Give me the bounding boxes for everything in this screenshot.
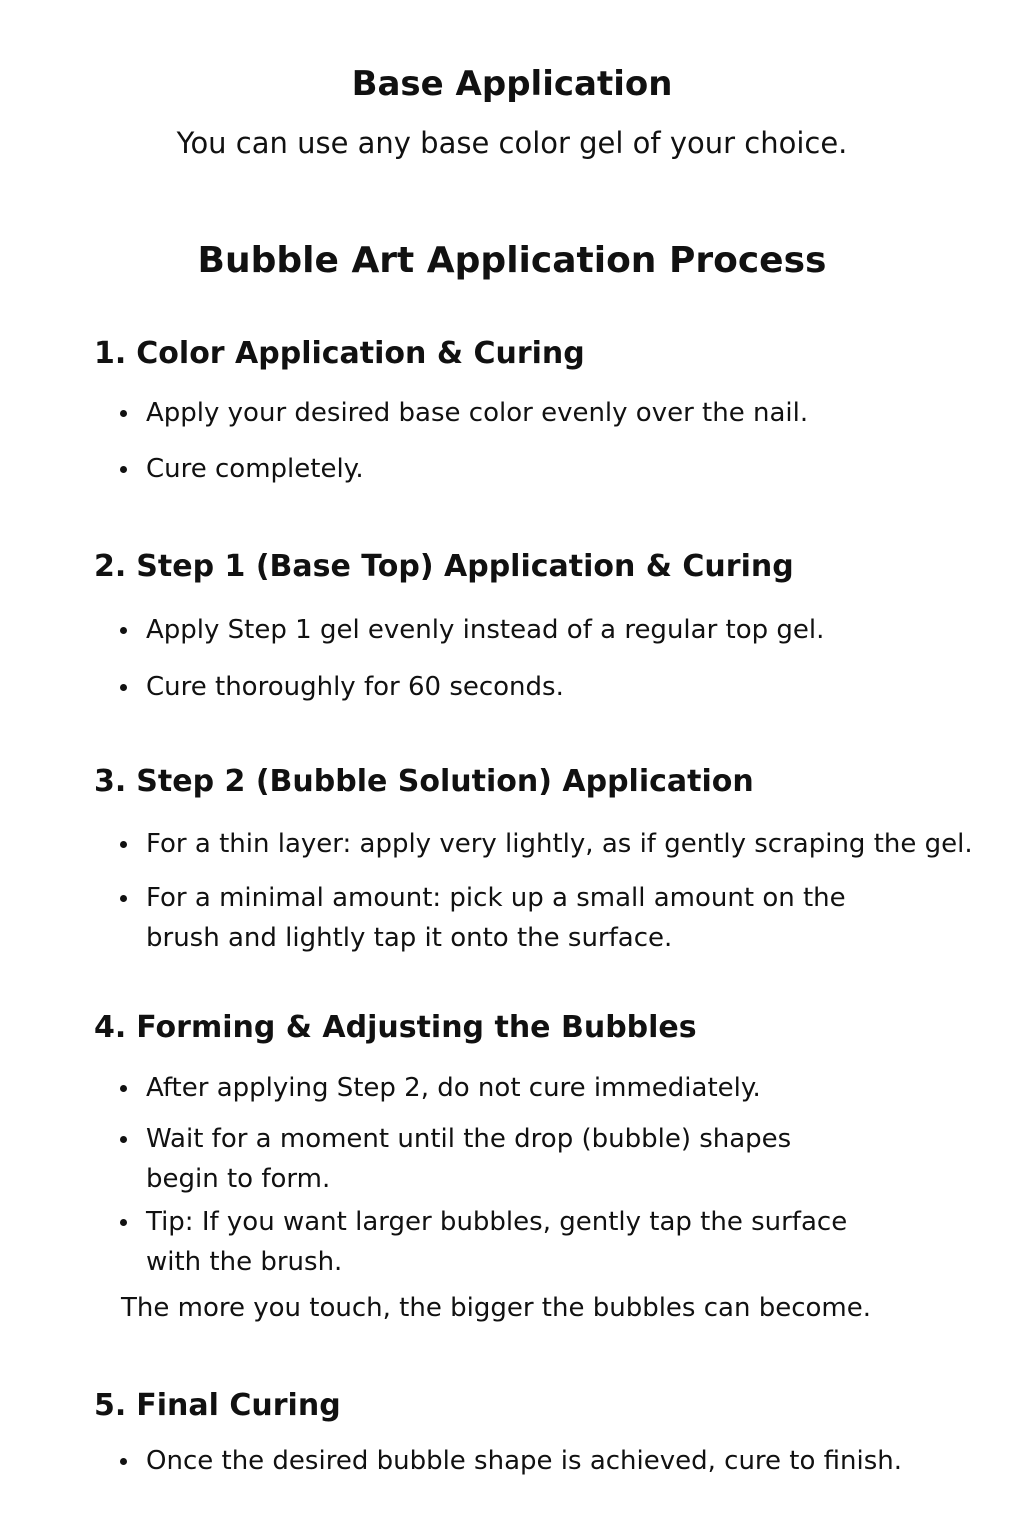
bullet-dot-icon	[120, 684, 127, 691]
step-4-heading	[94, 1010, 697, 1045]
list-item: Cure completely.	[118, 449, 808, 489]
bullet-dot-icon	[120, 1458, 127, 1465]
process-title: Bubble Art Application Process	[197, 240, 827, 281]
bullet-dot-icon	[120, 410, 127, 417]
list-item: For a minimal amount: pick up a small amount on the brush and lightly tap it onto the surface.	[118, 878, 973, 958]
step-1-bullet-list	[118, 393, 808, 489]
step-3-heading	[94, 764, 754, 799]
list-item: After applying Step 2, do not cure immediately.	[118, 1068, 847, 1108]
step-3-title: Step 2 (Bubble Solution) Application	[136, 764, 754, 799]
bullet-dot-icon	[120, 1219, 127, 1226]
step-2-heading	[94, 549, 794, 584]
step-5-number: 5.	[94, 1388, 127, 1423]
step-1-title: Color Application & Curing	[136, 336, 585, 371]
step-1-number: 1.	[94, 336, 127, 371]
list-item: Apply your desired base color evenly over the nail.	[118, 393, 808, 433]
list-item: Apply Step 1 gel evenly instead of a regular top gel.	[118, 610, 824, 650]
list-item: Wait for a moment until the drop (bubble) shapes begin to form.	[118, 1119, 847, 1199]
bullet-dot-icon	[120, 466, 127, 473]
bullet-dot-icon	[120, 895, 127, 902]
bullet-dot-icon	[120, 841, 127, 848]
list-item: For a thin layer: apply very lightly, as if gently scraping the gel.	[118, 824, 973, 864]
step-4-number: 4.	[94, 1010, 127, 1045]
step-2-title: Step 1 (Base Top) Application & Curing	[136, 549, 794, 584]
base-application-subtitle: You can use any base color gel of your choice.	[176, 126, 848, 160]
bullet-dot-icon	[120, 1136, 127, 1143]
list-item: Tip: If you want larger bubbles, gently tap the surface with the brush.	[118, 1202, 847, 1282]
step-2-bullet-list	[118, 610, 824, 707]
step-5-title: Final Curing	[136, 1388, 341, 1423]
step-5-bullet-list	[118, 1441, 902, 1481]
step-5-heading	[94, 1388, 341, 1423]
list-item: Once the desired bubble shape is achieved, cure to finish.	[118, 1441, 902, 1481]
step-4-note: The more you touch, the bigger the bubbles can become.	[121, 1293, 871, 1323]
base-application-title: Base Application	[351, 64, 673, 104]
bullet-dot-icon	[120, 627, 127, 634]
step-2-number: 2.	[94, 549, 127, 584]
step-3-number: 3.	[94, 764, 127, 799]
step-4-bullet-list	[118, 1068, 847, 1282]
step-1-heading	[94, 336, 585, 371]
bullet-dot-icon	[120, 1085, 127, 1092]
step-3-bullet-list	[118, 824, 973, 958]
step-4-title: Forming & Adjusting the Bubbles	[136, 1010, 697, 1045]
list-item: Cure thoroughly for 60 seconds.	[118, 667, 824, 707]
